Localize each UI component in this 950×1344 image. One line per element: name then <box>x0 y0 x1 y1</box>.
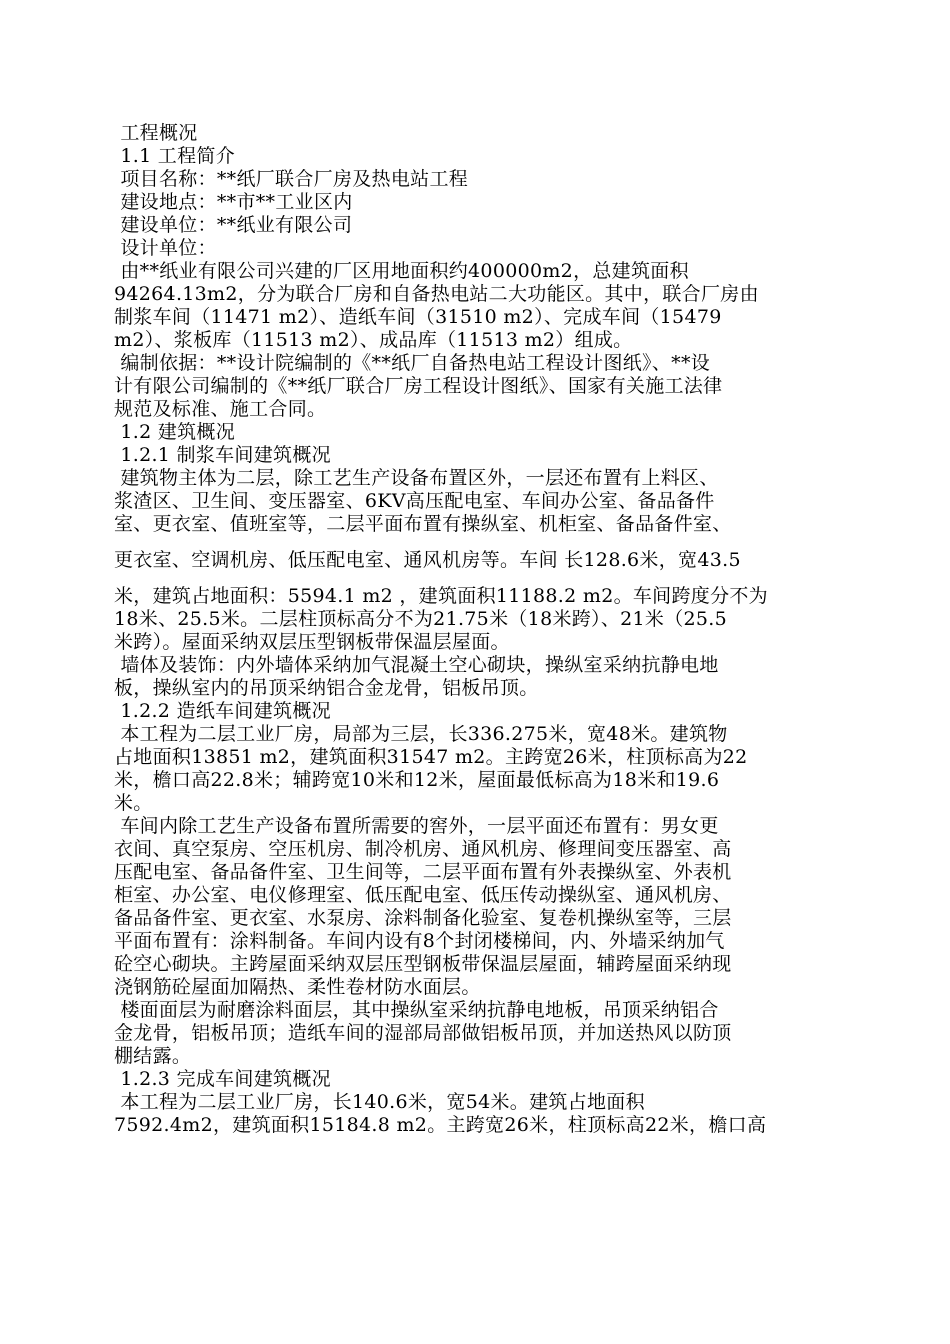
text-line: 衣间、真空泵房、空压机房、制冷机房、通风机房、修理间变压器室、高 <box>114 838 732 860</box>
text-line: 备品备件室、更衣室、水泵房、涂料制备化验室、复卷机操纵室等，三层 <box>114 907 732 929</box>
text-line: 编制依据：**设计院编制的《**纸厂自备热电站工程设计图纸》、**设 <box>114 352 711 374</box>
heading-1-1: 1.1 工程简介 <box>114 145 235 167</box>
text-line: 米，檐口高22.8米；辅跨宽10米和12米，屋面最低标高为18米和19.6 <box>114 769 720 791</box>
project-name: 项目名称：**纸厂联合厂房及热电站工程 <box>114 168 469 190</box>
text-line: 棚结露。 <box>114 1045 192 1067</box>
text-line: 车间内除工艺生产设备布置所需要的窖外，一层平面还布置有：男女更 <box>114 815 719 837</box>
text-line: 压配电室、备品备件室、卫生间等，二层平面布置有外表操纵室、外表机 <box>114 861 732 883</box>
text-line: 米，建筑占地面积：5594.1 m2 ，建筑面积11188.2 m2。车间跨度分不为 <box>114 585 768 607</box>
text-line: 本工程为二层工业厂房，局部为三层，长336.275米，宽48米。建筑物 <box>114 723 728 745</box>
text-line: 板，操纵室内的吊顶采纳铝合金龙骨，铝板吊顶。 <box>114 677 539 699</box>
text-line: 计有限公司编制的《**纸厂联合厂房工程设计图纸》、国家有关施工法律 <box>114 375 723 397</box>
text-line: 平面布置有：涂料制备。车间内设有8个封闭楼梯间，内、外墙采纳加气 <box>114 930 725 952</box>
text-line: 由**纸业有限公司兴建的厂区用地面积约400000m2，总建筑面积 <box>114 260 689 282</box>
text-line: 金龙骨，铝板吊顶；造纸车间的湿部局部做铝板吊顶，并加送热风以防顶 <box>114 1022 732 1044</box>
text-line: 米跨）。屋面采纳双层压型钢板带保温层屋面。 <box>114 631 510 653</box>
text-line: 室、更衣室、值班室等，二层平面布置有操纵室、机柜室、备品备件室、 <box>114 513 732 535</box>
text-line: 楼面面层为耐磨涂料面层，其中操纵室采纳抗静电地板，吊顶采纳铝合 <box>114 999 719 1021</box>
heading-1-2-1: 1.2.1 制浆车间建筑概况 <box>114 444 331 466</box>
text-line: 7592.4m2，建筑面积15184.8 m2。主跨宽26米，柱顶标高22米，檐口高 <box>114 1114 767 1136</box>
text-line: 更衣室、空调机房、低压配电室、通风机房等。车间 长128.6米，宽43.5 <box>114 549 741 571</box>
construction-unit: 建设单位：**纸业有限公司 <box>114 214 353 236</box>
text-line: 浆渣区、卫生间、变压器室、6KV高压配电室、车间办公室、备品备件 <box>114 490 715 512</box>
text-line: 94264.13m2，分为联合厂房和自备热电站二大功能区。其中，联合厂房由 <box>114 283 759 305</box>
text-line: 制浆车间（11471 m2）、造纸车间（31510 m2）、完成车间（15479 <box>114 306 722 328</box>
text-line: 柜室、办公室、电仪修理室、低压配电室、低压传动操纵室、通风机房、 <box>114 884 732 906</box>
text-line: 建筑物主体为二层，除工艺生产设备布置区外，一层还布置有上料区、 <box>114 467 719 489</box>
text-line: 砼空心砌块。主跨屋面采纳双层压型钢板带保温层屋面，辅跨屋面采纳现 <box>114 953 732 975</box>
text-line: 本工程为二层工业厂房，长140.6米，宽54米。建筑占地面积 <box>114 1091 645 1113</box>
heading-project-overview: 工程概况 <box>114 122 198 144</box>
design-unit: 设计单位： <box>114 237 217 259</box>
heading-1-2-2: 1.2.2 造纸车间建筑概况 <box>114 700 331 722</box>
text-line: 规范及标准、施工合同。 <box>114 398 327 420</box>
heading-1-2-3: 1.2.3 完成车间建筑概况 <box>114 1068 331 1090</box>
text-line: 18米、25.5米。二层柱顶标高分不为21.75米（18米跨）、21米（25.5 <box>114 608 728 630</box>
document-body <box>114 122 830 1137</box>
text-line: m2）、浆板库（11513 m2）、成品库（11513 m2）组成。 <box>114 329 633 351</box>
text-line: 墙体及装饰：内外墙体采纳加气混凝土空心砌块，操纵室采纳抗静电地 <box>114 654 719 676</box>
text-line: 浇钢筋砼屋面加隔热、柔性卷材防水面层。 <box>114 976 481 998</box>
text-line: 米。 <box>114 792 153 814</box>
construction-site: 建设地点：**市**工业区内 <box>114 191 353 213</box>
heading-1-2: 1.2 建筑概况 <box>114 421 235 443</box>
text-line: 占地面积13851 m2，建筑面积31547 m2。主跨宽26米，柱顶标高为22 <box>114 746 748 768</box>
